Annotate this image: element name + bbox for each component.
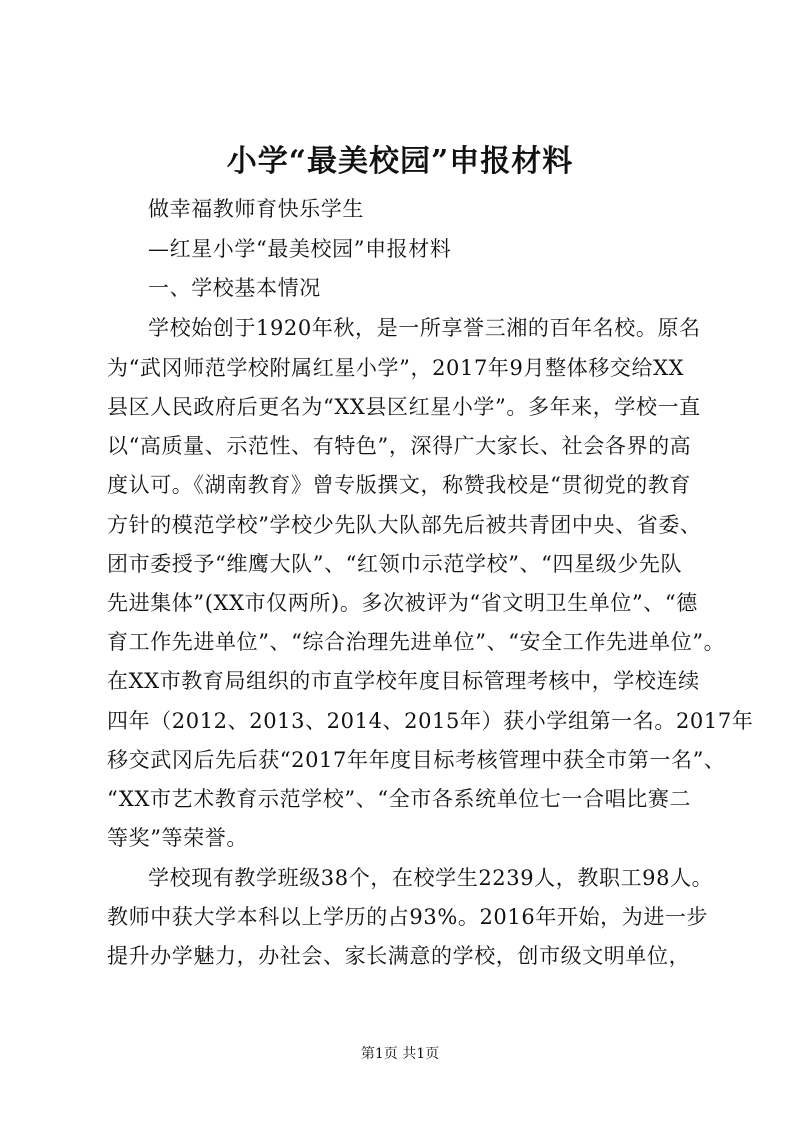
paragraph1-line: 在XX市教育局组织的市直学校年度目标管理考核中，学校连续 [107, 669, 700, 693]
paragraph1-line: 学校始创于1920年秋，是一所享誉三湘的百年名校。原名 [148, 316, 701, 340]
paragraph1-line: 先进集体”(XX市仅两所)。多次被评为“省文明卫生单位”、“德 [107, 591, 698, 615]
byline: —红星小学“最美校园”申报材料 [148, 237, 452, 261]
paragraph1-line: 为“武冈师范学校附属红星小学”，2017年9月整体移交给XX [107, 356, 685, 380]
paragraph1-line: 育工作先进单位”、“综合治理先进单位”、“安全工作先进单位”。 [107, 630, 726, 654]
paragraph1-line: “XX市艺术教育示范学校”、“全市各系统单位七一合唱比赛二 [107, 787, 692, 811]
page-number-footer: 第1页 共1页 [360, 1046, 440, 1062]
paragraph1-line: 等奖”等荣誉。 [107, 826, 248, 850]
section-heading: 一、学校基本情况 [148, 276, 321, 300]
paragraph1-line: 四年（2012、2013、2014、2015年）获小学组第一名。2017年 [107, 709, 754, 733]
paragraph1-line: 团市委授予“维鹰大队”、“红领巾示范学校”、“四星级少先队 [107, 552, 683, 576]
paragraph2-line: 提升办学魅力，办社会、家长满意的学校，创市级文明单位， [107, 944, 691, 968]
paragraph1-line: 县区人民政府后更名为“XX县区红星小学”。多年来，学校一直 [107, 395, 701, 419]
paragraph2-line: 教师中获大学本科以上学历的占93%。2016年开始，为进一步 [107, 905, 709, 929]
subtitle: 做幸福教师育快乐学生 [148, 197, 364, 221]
paragraph1-line: 方针的模范学校”学校少先队大队部先后被共青团中央、省委、 [107, 513, 702, 537]
paragraph2-line: 学校现有教学班级38个，在校学生2239人，教职工98人。 [148, 866, 714, 890]
document-title: 小学“最美校园”申报材料 [226, 144, 574, 179]
paragraph1-line: 度认可。《湖南教育》曾专版撰文，称赞我校是“贯彻党的教育 [107, 473, 692, 497]
paragraph1-line: 以“高质量、示范性、有特色”，深得广大家长、社会各界的高 [107, 434, 692, 458]
paragraph1-line: 移交武冈后先后获“2017年年度目标考核管理中获全市第一名”、 [107, 748, 726, 772]
